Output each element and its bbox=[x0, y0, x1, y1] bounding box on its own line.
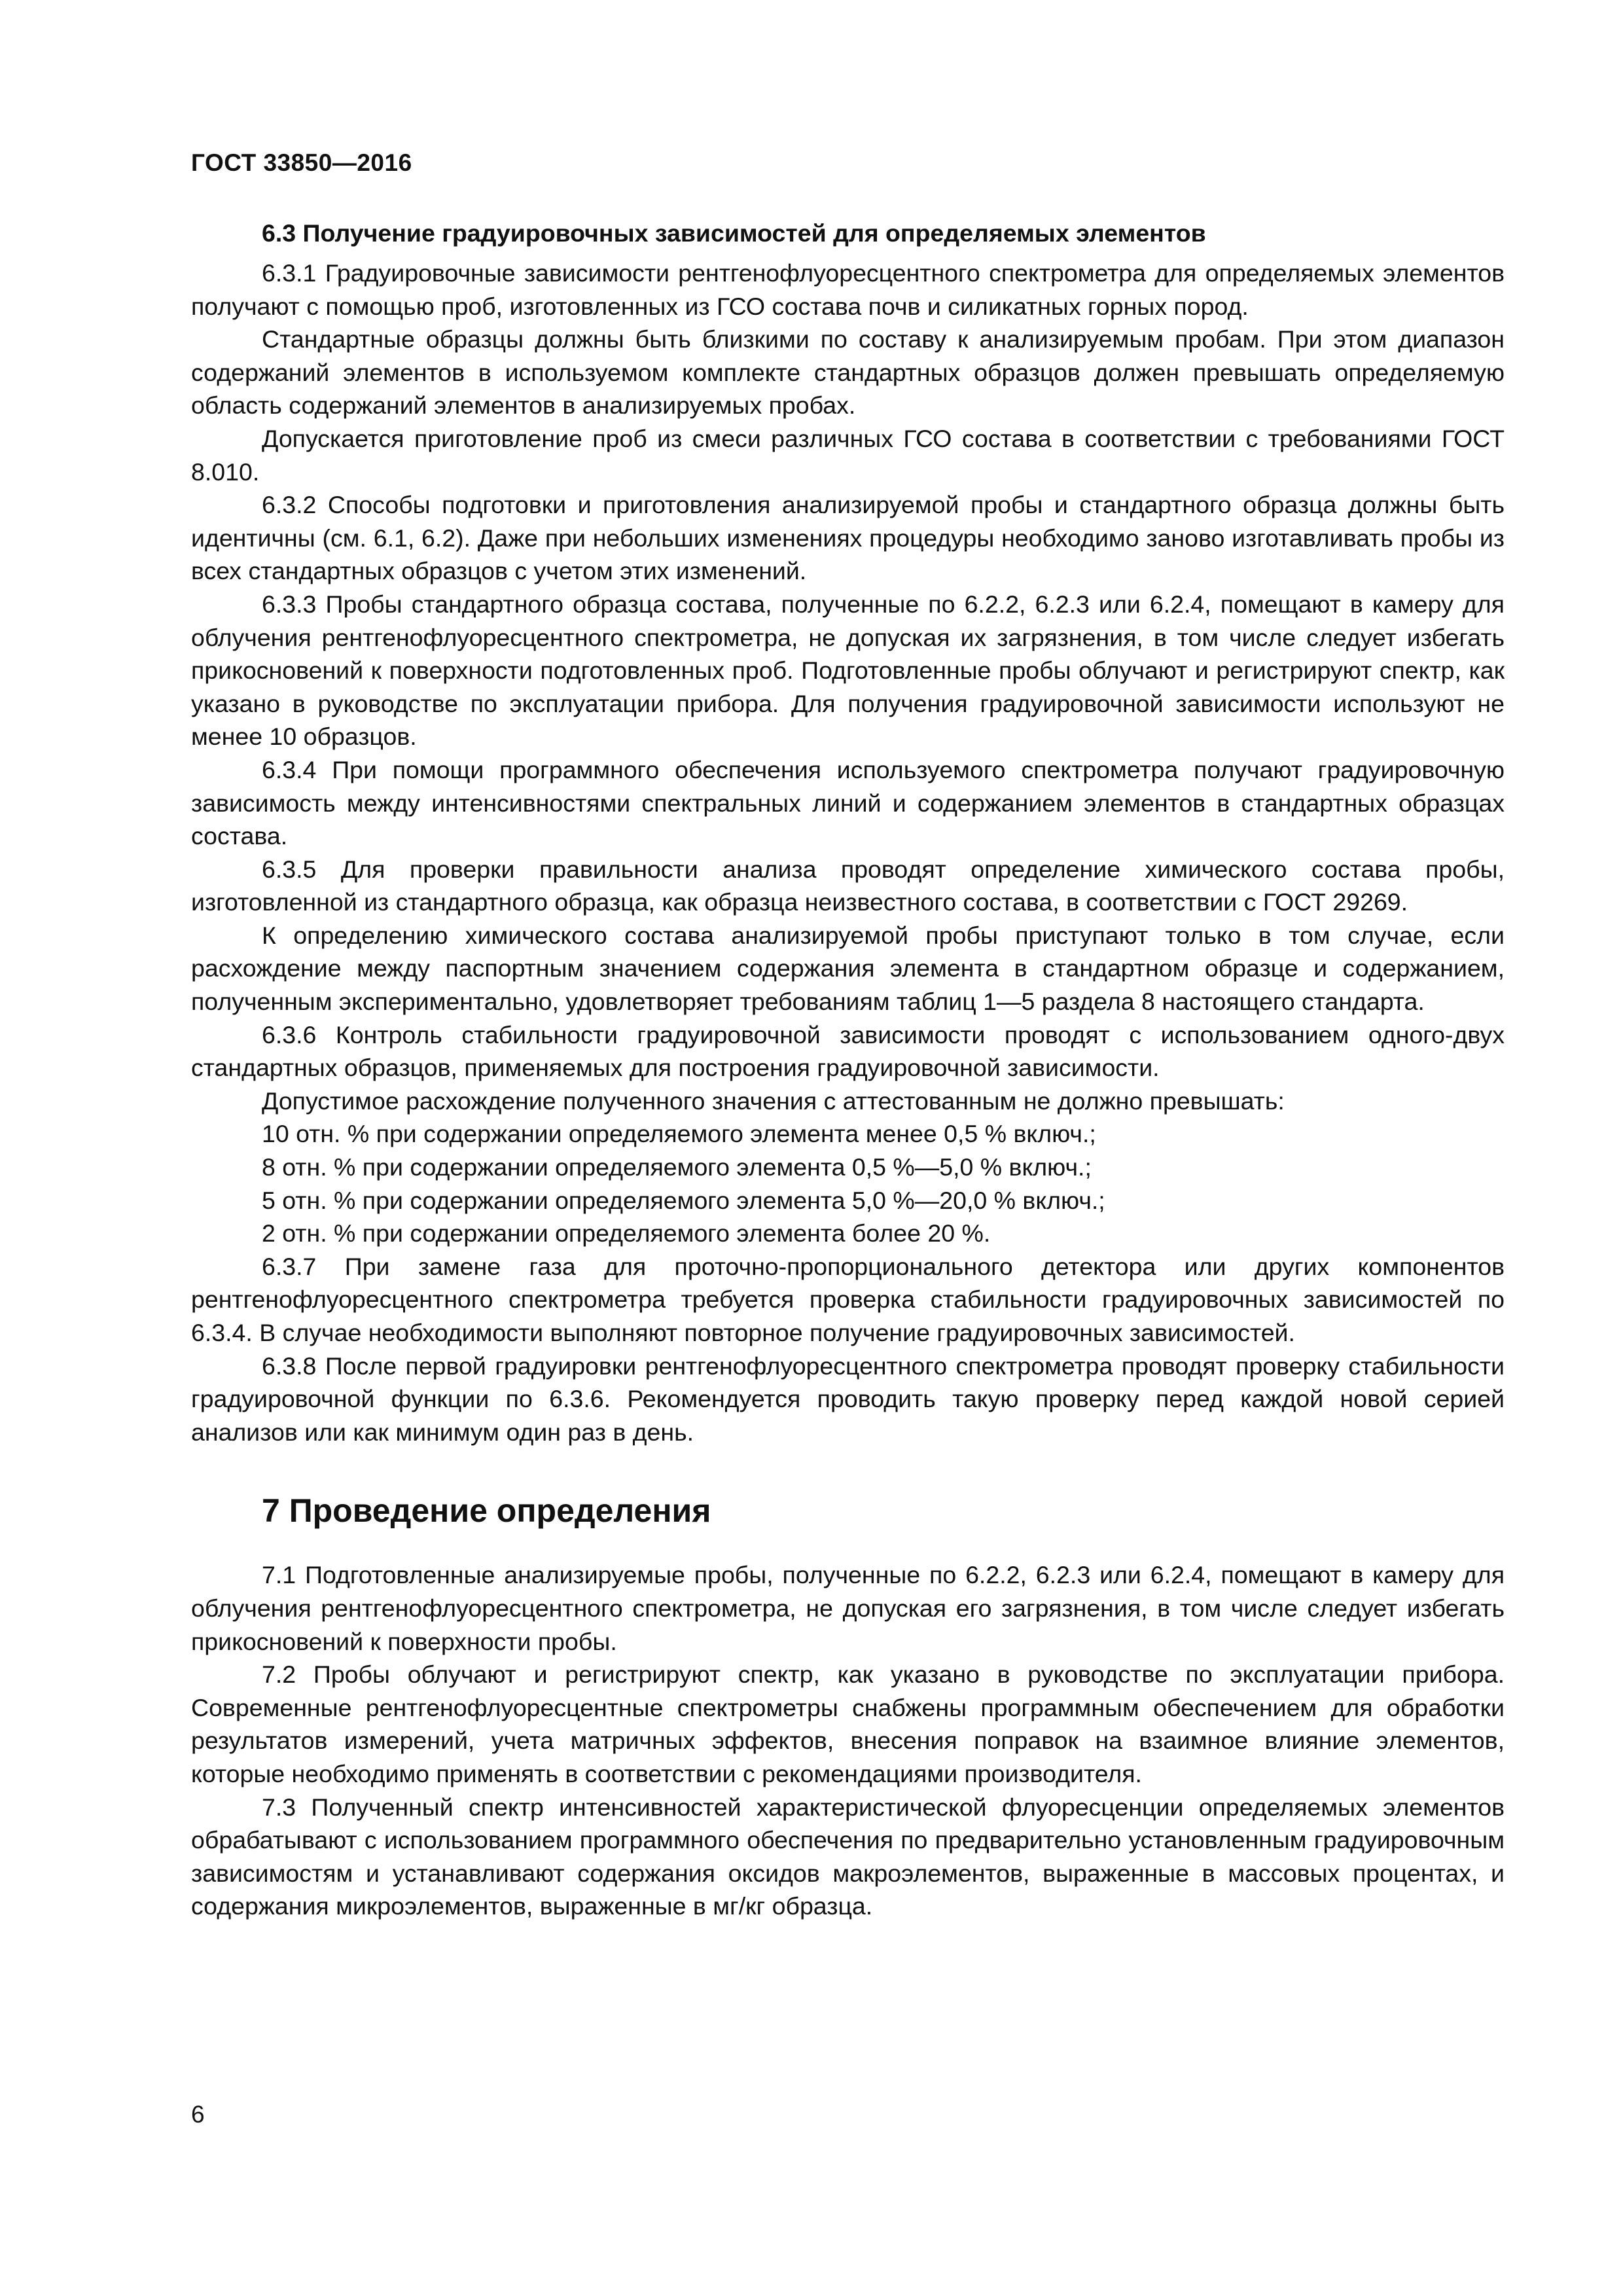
document-body bbox=[191, 216, 1505, 1923]
paragraph-mixture-allowed: Допускается приготовление проб из смеси различных ГСО состава в соответствии с требованиями ГОСТ 8.010. bbox=[191, 424, 1505, 486]
paragraph-6-3-3: 6.3.3 Пробы стандартного образца состава, полученные по 6.2.2, 6.2.3 или 6.2.4, помещают в камеру для облучения рентгенофлуоресцентного спектрометра, не допуская их загрязнения, в том числе следует избегать прикосновений к поверхности подготовленных проб. Подготовленные пробы облучают и регистрируют спектр, как указано в руководстве по эксплуатации прибора. Для получения градуировочной зависимости используют не менее 10 образцов. bbox=[191, 590, 1505, 751]
paragraph-7-2: 7.2 Пробы облучают и регистрируют спектр, как указано в руководстве по эксплуатации прибора. Современные рентгенофлуоресцентные спектрометры снабжены программным обеспечением для обработки результатов измерений, учета матричных эффектов, внесения поправок на взаимное влияние элементов, которые необходимо применять в соответствии с рекомендациями производителя. bbox=[191, 1660, 1505, 1787]
subsection-6-3-title: 6.3 Получение градуировочных зависимостей для определяемых элементов bbox=[262, 219, 1206, 247]
paragraph-6-3-4: 6.3.4 При помощи программного обеспечения используемого спектрометра получают градуировочную зависимость между интенсивностями спектральных линий и содержанием элементов в стандартных образцах состава. bbox=[191, 755, 1505, 850]
paragraph-6-3-2: 6.3.2 Способы подготовки и приготовления анализируемой пробы и стандартного образца должны быть идентичны (см. 6.1, 6.2). Даже при небольших изменениях процедуры необходимо заново изготавливать пробы из всех стандартных образцов с учетом этих изменений. bbox=[191, 491, 1505, 585]
document-code-header: ГОСТ 33850—2016 bbox=[191, 149, 412, 176]
page-number: 6 bbox=[191, 2101, 205, 2128]
paragraph-6-3-8: 6.3.8 После первой градуировки рентгенофлуоресцентного спектрометра проводят проверку стабильности градуировочной функции по 6.3.6. Рекомендуется проводить такую проверку перед каждой новой серией анализов или как минимум один раз в день. bbox=[191, 1352, 1505, 1446]
paragraph-standard-samples: Стандартные образцы должны быть близкими по составу к анализируемым пробам. При этом диапазон содержаний элементов в используемом комплекте стандартных образцов должен превышать определяемую область содержаний элементов в анализируемых пробах. bbox=[191, 325, 1505, 420]
paragraph-7-1: 7.1 Подготовленные анализируемые пробы, полученные по 6.2.2, 6.2.3 или 6.2.4, помещают в камеру для облучения рентгенофлуоресцентного спектрометра, не допуская его загрязнения, в том числе следует избегать прикосновений к поверхности пробы. bbox=[191, 1561, 1505, 1655]
list-item-deviation-5: 5 отн. % при содержании определяемого элемента 5,0 %—20,0 % включ.; bbox=[262, 1186, 1105, 1214]
list-item-deviation-8: 8 отн. % при содержании определяемого элемента 0,5 %—5,0 % включ.; bbox=[262, 1153, 1092, 1181]
paragraph-6-3-6: 6.3.6 Контроль стабильности градуировочной зависимости проводят с использованием одного-двух стандартных образцов, применяемых для построения градуировочной зависимости. bbox=[191, 1020, 1505, 1082]
paragraph-6-3-5: 6.3.5 Для проверки правильности анализа проводят определение химического состава пробы, изготовленной из стандартного образца, как образца неизвестного состава, в соответствии с ГОСТ 29269. bbox=[191, 855, 1505, 916]
list-item-deviation-2: 2 отн. % при содержании определяемого элемента более 20 %. bbox=[262, 1219, 991, 1247]
paragraph-6-3-1: 6.3.1 Градуировочные зависимости рентгенофлуоресцентного спектрометра для определяемых элементов получают с помощью проб, изготовленных из ГСО состава почв и силикатных горных пород. bbox=[191, 259, 1505, 320]
paragraph-6-3-7: 6.3.7 При замене газа для проточно-пропорционального детектора или других компонентов рентгенофлуоресцентного спектрометра требуется проверка стабильности градуировочных зависимостей по 6.3.4. В случае необходимости выполняют повторное получение градуировочных зависимостей. bbox=[191, 1252, 1505, 1346]
section-7-title: 7 Проведение определения bbox=[262, 1492, 711, 1530]
paragraph-allowed-deviation: Допустимое расхождение полученного значения с аттестованным не должно превышать: bbox=[262, 1086, 1285, 1115]
paragraph-analysis-condition: К определению химического состава анализируемой пробы приступают только в том случае, если расхождение между паспортным значением содержания элемента в стандартном образце и содержанием, полученным экспериментально, удовлетворяет требованиям таблиц 1—5 раздела 8 настоящего стандарта. bbox=[191, 921, 1505, 1016]
list-item-deviation-10: 10 отн. % при содержании определяемого элемента менее 0,5 % включ.; bbox=[262, 1120, 1096, 1148]
paragraph-7-3: 7.3 Полученный спектр интенсивностей характеристической флуоресценции определяемых элементов обрабатывают с использованием программного обеспечения по предварительно установленным градуировочным зависимостям и устанавливают содержания оксидов макроэлементов, выраженные в массовых процентах, и содержания микроэлементов, выраженные в мг/кг образца. bbox=[191, 1793, 1505, 1920]
